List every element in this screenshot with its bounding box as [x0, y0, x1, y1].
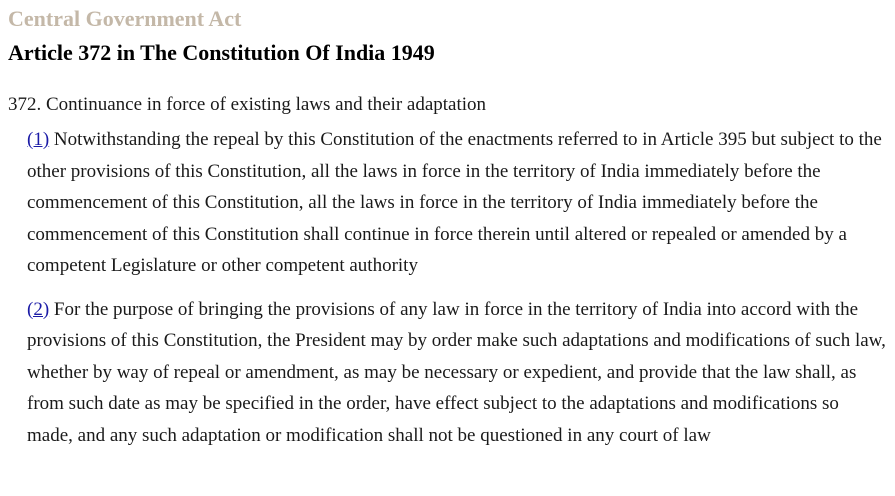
clause-1-text: Notwithstanding the repeal by this Constitution of the enactments referred to in Article 395 but subject to the other provisions of this Constitution, all the laws in force in the territory of India immediately before the commencement of this Constitution, all the laws in force in the territory of India immediately before the commencement of this Constitution shall continue in force therein until altered or repealed or amended by a competent Legislature or other competent authority: [27, 129, 882, 276]
clause-2-link[interactable]: (2): [27, 298, 50, 320]
clause-1-link[interactable]: (1): [27, 129, 50, 150]
clause-1: [27, 124, 887, 282]
clause-2: [27, 294, 887, 452]
document-title: Article 372 in The Constitution Of India 1949: [8, 40, 435, 65]
section-heading: 372. Continuance in force of existing laws and their adaptation: [8, 94, 487, 115]
clause-2-text: For the purpose of bringing the provisions of any law in force in the territory of India into accord with the provisions of this Constitution, the President may by order make such adaptations and modifications of such law, whether by way of repeal or amendment, as may be necessary or expedient, and provide that the law shall, as from such date as may be specified in the order, have effect subject to the adaptations and modifications so made, and any such adaptation or modification shall not be questioned in any court of law: [27, 298, 886, 446]
document-category: Central Government Act: [8, 6, 242, 31]
